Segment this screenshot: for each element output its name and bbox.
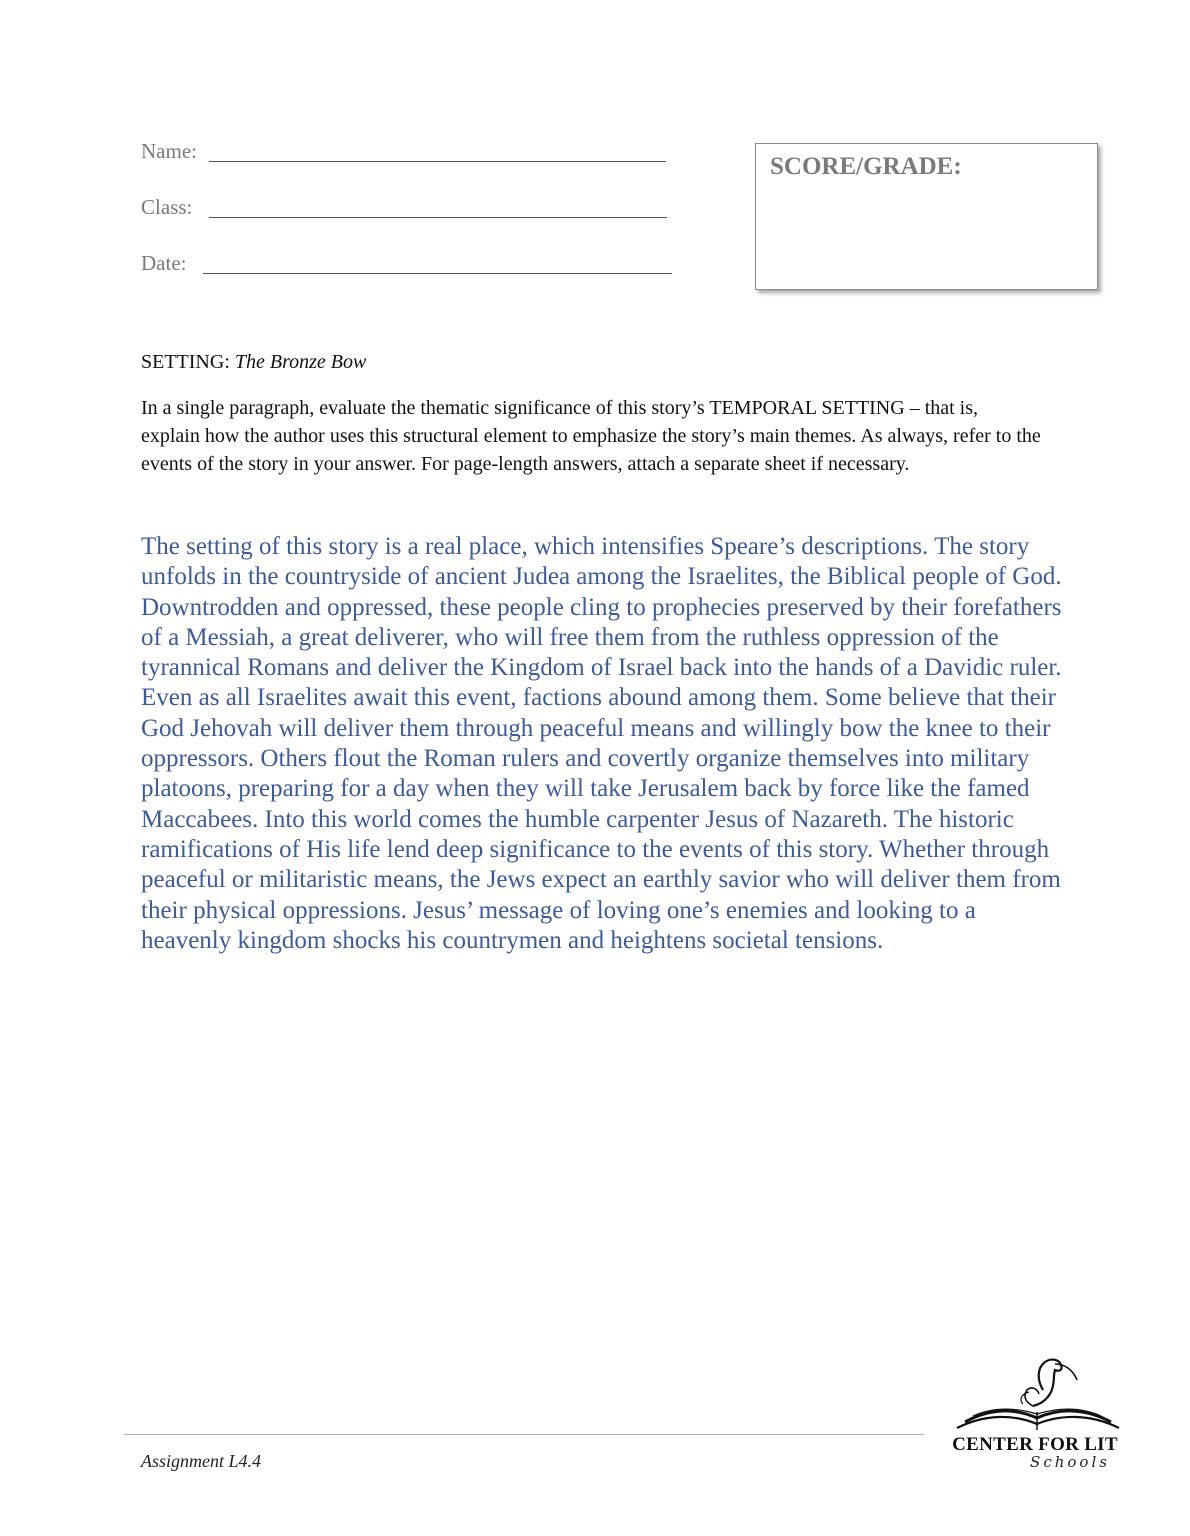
date-label: Date: [141, 251, 187, 275]
assignment-prompt: In a single paragraph, evaluate the thematic significance of this story’s TEMPORAL SETTING – that is, explain how the author uses this structural element to emphasize the story’s main themes. As always, refer to the events of the story in your answer. For page-length answers, attach a separate sheet if necessary. [141, 397, 1041, 475]
assignment-id: Assignment L4.4 [141, 1451, 262, 1471]
center-for-lit-logo [945, 1350, 1125, 1480]
student-answer: The setting of this story is a real place, which intensifies Speare’s descriptions. The story unfolds in the countryside of ancient Judea among the Israelites, the Biblical people of God. Downtrodden and oppressed, these people cling to prophecies preserved by their forefathers of a Messiah, a great deliverer, who will free them from the ruthless oppression of the tyrannical Romans and deliver the Kingdom of Israel back into the hands of a Davidic ruler. Even as all Israelites await this event, factions abound among them. Some believe that their God Jehovah will deliver them through peaceful means and willingly bow the knee to their oppressors. Others flout the Roman rulers and covertly organize themselves into military platoons, preparing for a day when they will take Jerusalem back by force like the famed Maccabees. Into this world comes the humble carpenter Jesus of Nazareth. The historic ramifications of His life lend deep significance to the events of this story. Whether through peaceful or militaristic means, the Jews expect an earthly savior who will deliver them from their physical oppressions. Jesus’ message of loving one’s enemies and looking to a heavenly kingdom shocks his countrymen and heightens societal tensions. [141, 533, 1062, 954]
logo-subtitle: Schools [1030, 1453, 1110, 1471]
name-field-line[interactable] [209, 161, 666, 162]
footer-divider [124, 1434, 924, 1435]
class-field-line[interactable] [209, 217, 667, 218]
name-label: Name: [141, 139, 197, 163]
score-grade-label: SCORE/GRADE: [770, 153, 962, 180]
logo-title: CENTER FOR LIT [952, 1434, 1118, 1455]
score-grade-box[interactable] [755, 143, 1098, 290]
setting-prefix: SETTING: [141, 351, 235, 373]
date-field-line[interactable] [203, 273, 672, 274]
setting-heading [141, 350, 366, 374]
pelican-on-open-book-icon [945, 1350, 1125, 1440]
book-title: The Bronze Bow [234, 351, 367, 373]
class-label: Class: [141, 195, 193, 219]
